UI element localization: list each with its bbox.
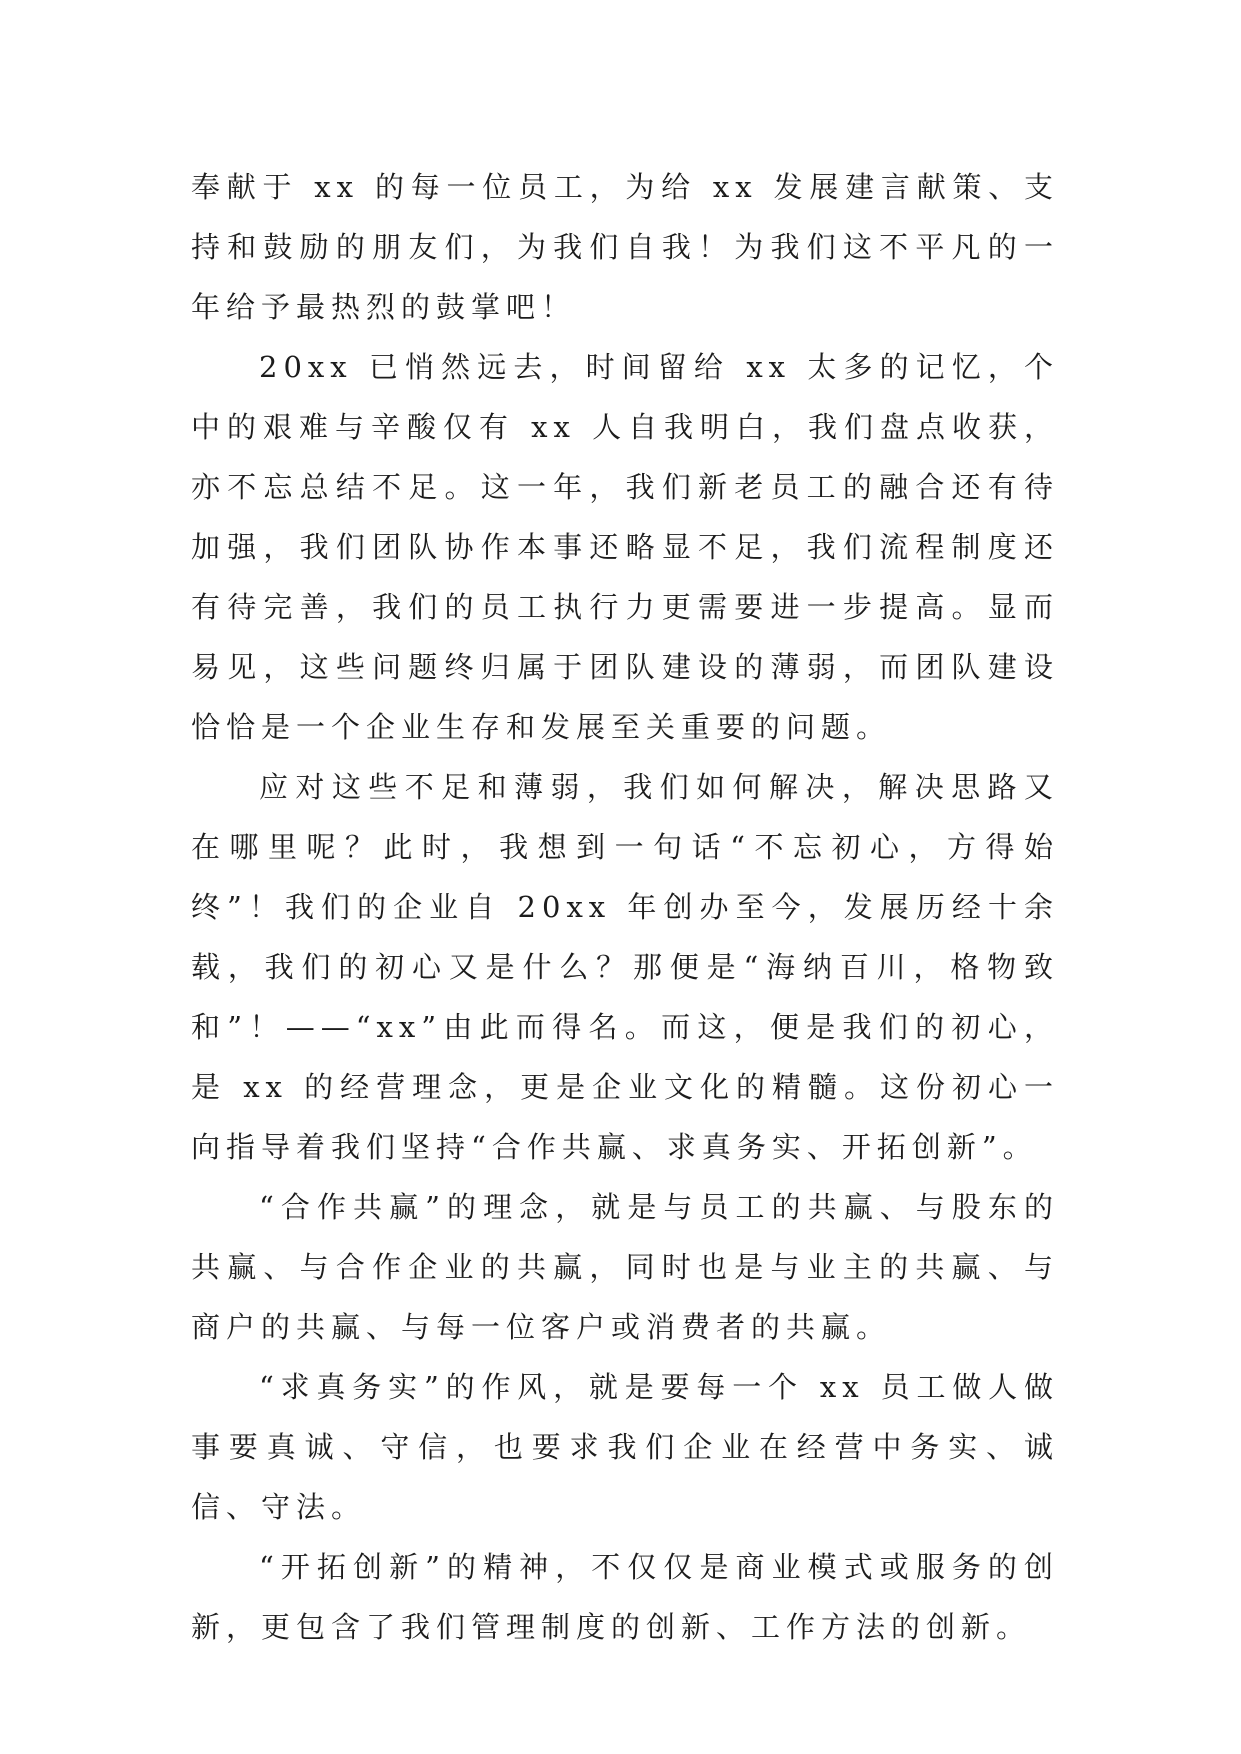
paragraph-innovation: “开拓创新”的精神，不仅仅是商业模式或服务的创新，更包含了我们管理制度的创新、工作方法的创新。 — [191, 1550, 1059, 1644]
paragraph-year-review: 20xx 已悄然远去，时间留给 xx 太多的记忆，个中的艰难与辛酸仅有 xx 人自我明白，我们盘点收获，亦不忘总结不足。这一年，我们新老员工的融合还有待加强，我们团队协作本事还略显不足，我们流程制度还有待完善，我们的员工执行力更需要进一步提高。显而易见，这些问题终归属于团队建设的薄弱，而团队建设恰恰是一个企业生存和发展至关重要的问题。 — [191, 350, 1059, 744]
paragraph-pragmatism: “求真务实”的作风，就是要每一个 xx 员工做人做事要真诚、守信，也要求我们企业在经营中务实、诚信、守法。 — [191, 1370, 1059, 1524]
paragraph-cooperation: “合作共赢”的理念，就是与员工的共赢、与股东的共赢、与合作企业的共赢，同时也是与业主的共赢、与商户的共赢、与每一位客户或消费者的共赢。 — [191, 1190, 1059, 1344]
paragraph-thanks: 奉献于 xx 的每一位员工，为给 xx 发展建言献策、支持和鼓励的朋友们，为我们自我！为我们这不平凡的一年给予最热烈的鼓掌吧！ — [191, 170, 1059, 324]
document-body — [191, 157, 1059, 1657]
paragraph-original-aspiration: 应对这些不足和薄弱，我们如何解决，解决思路又在哪里呢？此时，我想到一句话“不忘初心，方得始终”！我们的企业自 20xx 年创办至今，发展历经十余载，我们的初心又是什么？那便是“海纳百川，格物致和”！——“xx”由此而得名。而这，便是我们的初心，是 xx 的经营理念，更是企业文化的精髓。这份初心一向指导着我们坚持“合作共赢、求真务实、开拓创新”。 — [191, 770, 1059, 1164]
